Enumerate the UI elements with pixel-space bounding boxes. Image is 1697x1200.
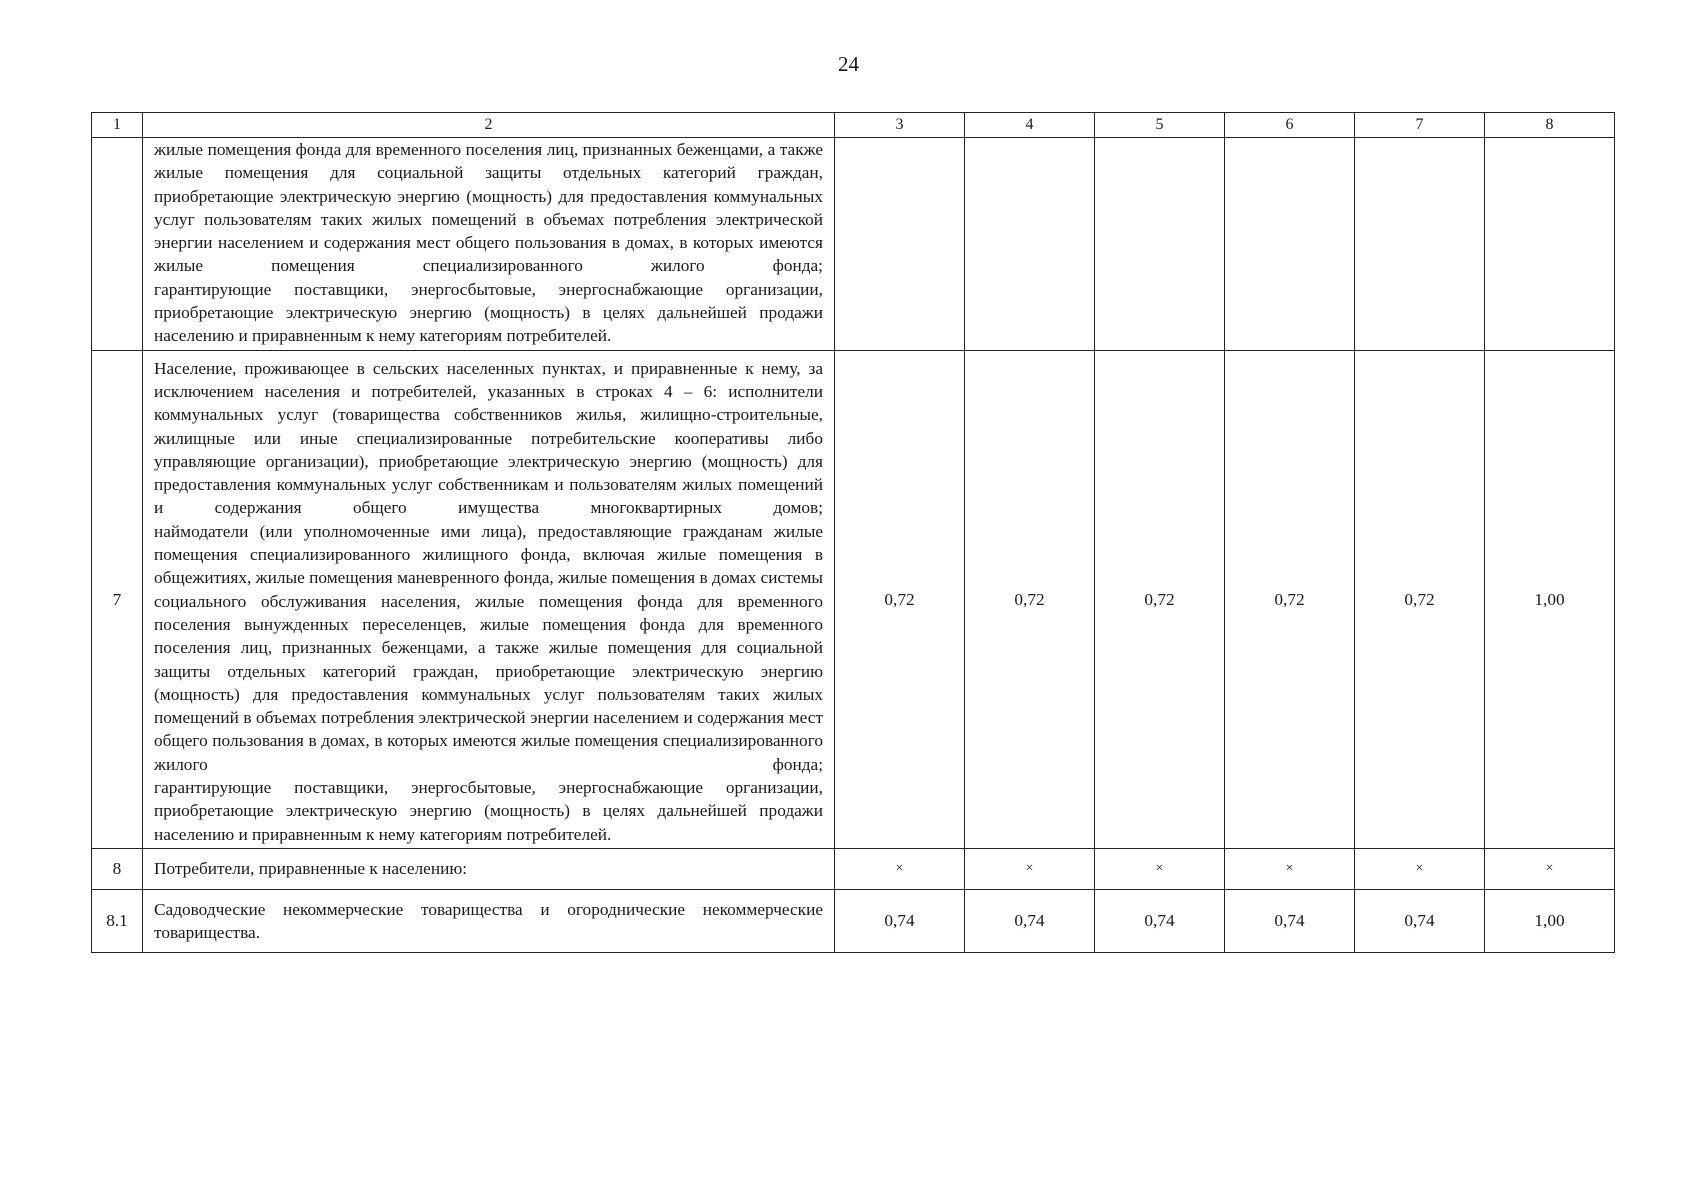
description-paragraph: Садоводческие некоммерческие товарищества и огороднические некоммерческие товарищества. [154,899,823,942]
column-header: 6 [1225,113,1355,138]
value-cell [1355,138,1485,351]
table-row [92,848,1615,889]
column-header: 1 [92,113,143,138]
column-header: 7 [1355,113,1485,138]
value-cell: 0,74 [965,889,1095,952]
row-number: 8 [92,848,143,889]
value-cell: 0,72 [1225,350,1355,848]
value-cell: 0,74 [835,889,965,952]
tariff-coefficients-table [91,112,1615,953]
page-number: 24 [838,52,859,76]
row-description [143,889,835,952]
row-number: 8.1 [92,889,143,952]
value-cell: 0,72 [965,350,1095,848]
value-cell: 0,72 [1095,350,1225,848]
value-cell [835,138,965,351]
column-header: 4 [965,113,1095,138]
description-paragraph: наймодатели (или уполномоченные ими лица), предоставляющие гражданам жилые помещения специализированного жилищного фонда, включая жилые помещения в общежитиях, жилые помещения маневренного фонда, жилые помещения в домах системы социального обслуживания населения, жилые помещения фонда для временного поселения вынужденных переселенцев, жилые помещения фонда для временного поселения лиц, признанных беженцами, а также жилые помещения для социальной защиты отдельных категорий граждан, приобретающие электрическую энергию (мощность) для предоставления коммунальных услуг пользователям таких жилых помещений в объемах потребления электрической энергии населением и содержания мест общего пользования в домах, в которых имеются жилые помещения специализированного жилого фонда; [154,521,823,774]
row-number [92,138,143,351]
value-cell: 1,00 [1485,350,1615,848]
table-header-row [92,113,1615,138]
not-applicable-mark: × [835,848,965,889]
not-applicable-mark: × [1485,848,1615,889]
not-applicable-mark: × [1355,848,1485,889]
column-header: 2 [143,113,835,138]
row-description [143,848,835,889]
value-cell [1225,138,1355,351]
not-applicable-mark: × [965,848,1095,889]
row-description [143,350,835,848]
table-row [92,889,1615,952]
value-cell: 0,74 [1355,889,1485,952]
value-cell [1485,138,1615,351]
row-description [143,138,835,351]
description-paragraph: гарантирующие поставщики, энергосбытовые, энергоснабжающие организации, приобретающие электрическую энергию (мощность) в целях дальнейшей продажи населению и приравненным к нему категориям потребителей. [154,279,823,346]
column-header: 5 [1095,113,1225,138]
value-cell [965,138,1095,351]
table-row [92,138,1615,351]
not-applicable-mark: × [1095,848,1225,889]
value-cell: 1,00 [1485,889,1615,952]
value-cell [1095,138,1225,351]
table-row [92,350,1615,848]
not-applicable-mark: × [1225,848,1355,889]
value-cell: 0,74 [1225,889,1355,952]
column-header: 8 [1485,113,1615,138]
description-paragraph: жилые помещения фонда для временного поселения лиц, признанных беженцами, а также жилые помещения для социальной защиты отдельных категорий граждан, приобретающие электрическую энергию (мощность) для предоставления коммунальных услуг пользователям таких жилых помещений в объемах потребления электрической энергии населением и содержания мест общего пользования в домах, в которых имеются жилые помещения специализированного жилого фонда; [154,140,823,276]
description-paragraph: Потребители, приравненные к населению: [154,859,468,879]
description-paragraph: Население, проживающее в сельских населенных пунктах, и приравненные к нему, за исключением населения и потребителей, указанных в строках 4 – 6: исполнители коммунальных услуг (товарищества собственников жилья, жилищно-строительные, жилищные или иные специализированные потребительские кооперативы либо управляющие организации), приобретающие электрическую энергию (мощность) для предоставления коммунальных услуг собственникам и пользователям жилых помещений и содержания общего имущества многоквартирных домов; [154,358,823,518]
description-paragraph: гарантирующие поставщики, энергосбытовые, энергоснабжающие организации, приобретающие электрическую энергию (мощность) в целях дальнейшей продажи населению и приравненным к нему категориям потребителей. [154,778,823,844]
value-cell: 0,72 [1355,350,1485,848]
row-number: 7 [92,350,143,848]
value-cell: 0,72 [835,350,965,848]
value-cell: 0,74 [1095,889,1225,952]
column-header: 3 [835,113,965,138]
